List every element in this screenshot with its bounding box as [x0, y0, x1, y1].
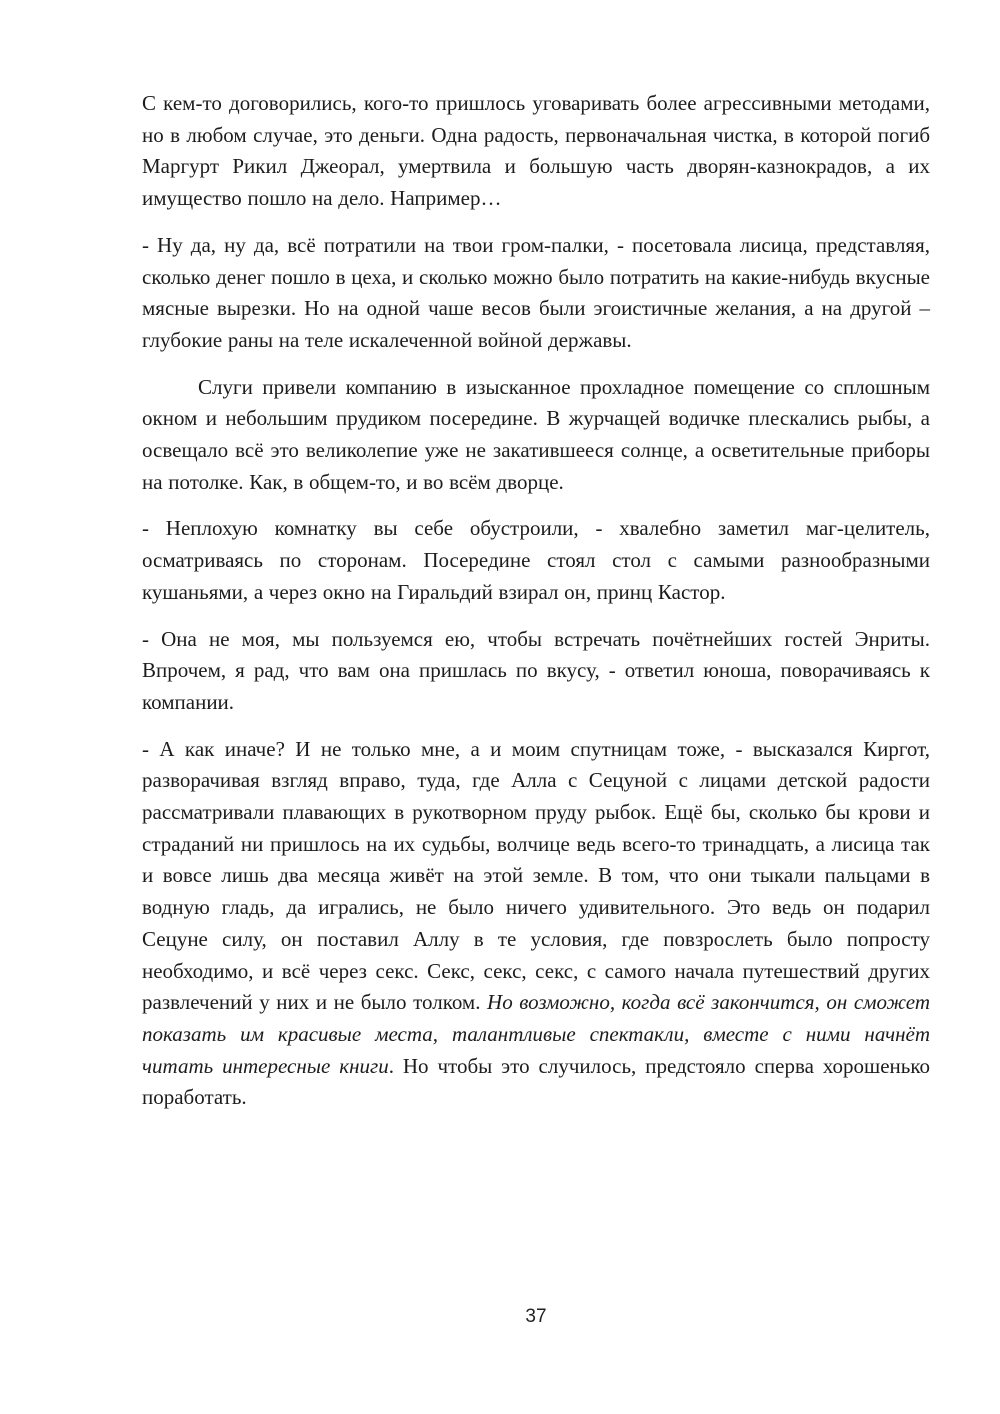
- paragraph: [142, 230, 930, 357]
- paragraph: [142, 624, 930, 719]
- paragraph-text: - Неплохую комнатку вы себе обустроили, - хвалебно заметил маг-целитель, осматриваясь по сторонам. Посередине стоял стол с самыми разнообразными кушаньями, а через окно на Гиральдий взирал он, принц Кастор.: [142, 516, 930, 604]
- paragraph: [142, 88, 930, 215]
- paragraph: [142, 372, 930, 499]
- paragraph-italic-text: Но возможно, когда всё закончится, он сможет показать им красивые места, талантливые спектакли, вместе с ними начнёт читать интересные книги: [142, 990, 930, 1078]
- paragraph-text: - Ну да, ну да, всё потратили на твои гром-палки, - посетовала лисица, представляя, сколько денег пошло в цеха, и сколько можно было потратить на какие-нибудь вкусные мясные вырезки. Но на одной чаше весов были эгоистичные желания, а на другой – глубокие раны на теле искалеченной войной державы.: [142, 232, 930, 352]
- paragraph-text: . Но чтобы это случилось, предстояло сперва хорошенько поработать.: [142, 1053, 930, 1110]
- paragraph-text: Слуги привели компанию в изысканное прохладное помещение со сплошным окном и небольшим прудиком посередине. В журчащей водичке плескались рыбы, а освещало всё это великолепие уже не закатившееся солнце, а осветительные приборы на потолке. Как, в общем-то, и во всём дворце.: [142, 374, 930, 494]
- paragraph-text: С кем-то договорились, кого-то пришлось уговаривать более агрессивными методами, но в любом случае, это деньги. Одна радость, первоначальная чистка, в которой погиб Маргурт Рикил Джеорал, умертвила и большую часть дворян-казнокрадов, а их имущество пошло на дело. Например…: [142, 91, 930, 211]
- page-number: 37: [525, 1306, 547, 1327]
- page-text: [142, 88, 930, 1129]
- paragraph-text: - Она не моя, мы пользуемся ею, чтобы встречать почётнейших гостей Энриты. Впрочем, я рад, что вам она пришлась по вкусу, - ответил юноша, поворачиваясь к компании.: [142, 626, 930, 714]
- paragraph: [142, 513, 930, 608]
- paragraph-text: - А как иначе? И не только мне, а и моим спутницам тоже, - высказался Киргот, разворачивая взгляд вправо, туда, где Алла с Сецуной с лицами детской радости рассматривали плавающих в рукотворном пруду рыбок. Ещё бы, сколько бы крови и страданий ни пришлось на их судьбы, волчице ведь всего-то тринадцать, а лисица так и вовсе лишь два месяца живёт на этой земле. В том, что они тыкали пальцами в водную гладь, да игрались, не было ничего удивительного. Это ведь он подарил Сецуне силу, он поставил Аллу в те условия, где повзрослеть было попросту необходимо, и всё через секс. Секс, секс, секс, с самого начала путешествий других развлечений у них и не было толком.: [142, 736, 930, 1015]
- paragraph: [142, 734, 930, 1114]
